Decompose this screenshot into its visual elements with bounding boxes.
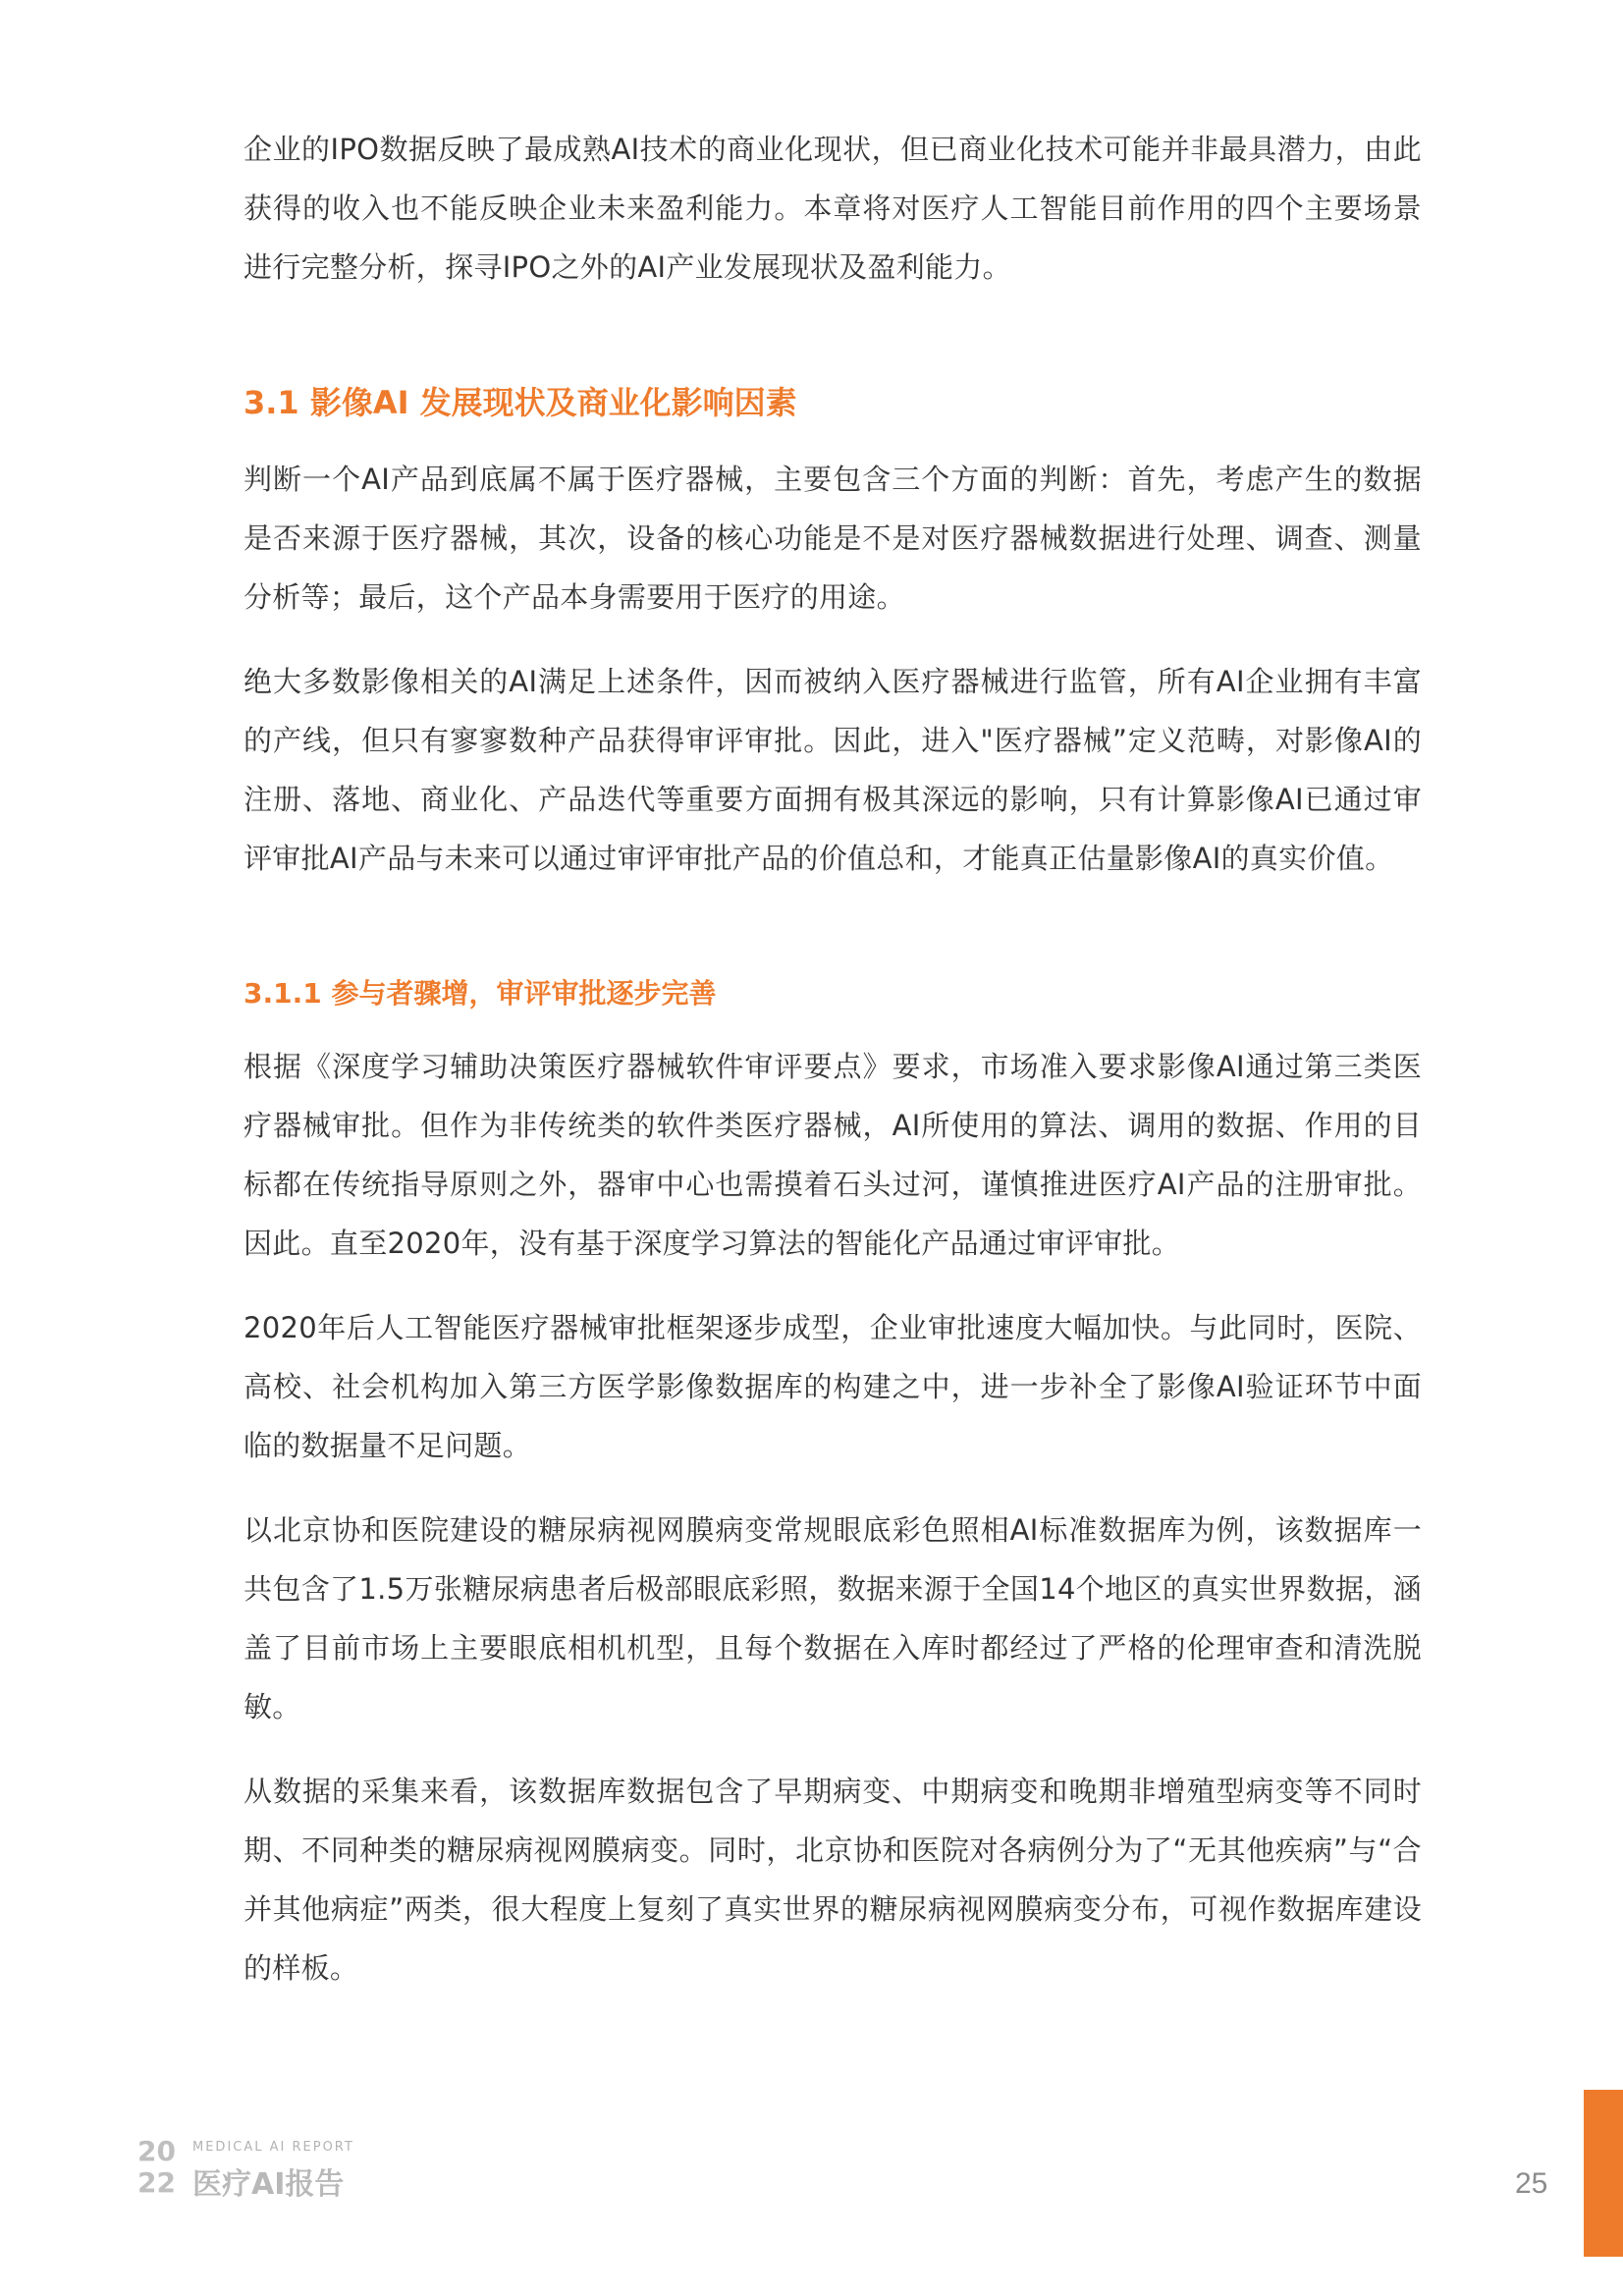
logo-year-bottom: 22 [137, 2166, 176, 2199]
logo-title: 医疗AI报告 [192, 2167, 345, 2202]
report-logo [137, 2136, 393, 2214]
section-3-1-paragraph-2: 绝大多数影像相关的AI满足上述条件，因而被纳入医疗器械进行监管，所有AI企业拥有丰富的产线，但只有寥寥数种产品获得审评审批。因此，进入"医疗器械”定义范畴，对影像AI的注册、落地、商业化、产品迭代等重要方面拥有极其深远的影响，只有计算影像AI已通过审评审批AI产品与未来可以通过审评审批产品的价值总和，才能真正估量影像AI的真实价值。 [243, 665, 1422, 875]
side-tab-marker [1584, 2090, 1623, 2257]
logo-year-top: 20 [137, 2135, 176, 2167]
section-3-1-heading: 3.1 影像AI 发展现状及商业化影响因素 [243, 384, 797, 421]
intro-paragraph: 企业的IPO数据反映了最成熟AI技术的商业化现状，但已商业化技术可能并非最具潜力，由此获得的收入也不能反映企业未来盈利能力。本章将对医疗人工智能目前作用的四个主要场景进行完整分析，探寻IPO之外的AI产业发展现状及盈利能力。 [243, 133, 1422, 284]
logo-subtitle: MEDICAL AI REPORT [192, 2140, 354, 2155]
logo-year [137, 2136, 196, 2205]
section-3-1-1-paragraph-1: 根据《深度学习辅助决策医疗器械软件审评要点》要求，市场准入要求影像AI通过第三类医疗器械审批。但作为非传统类的软件类医疗器械，AI所使用的算法、调用的数据、作用的目标都在传统指导原则之外，器审中心也需摸着石头过河，谨慎推进医疗AI产品的注册审批。因此。直至2020年，没有基于深度学习算法的智能化产品通过审评审批。 [243, 1050, 1422, 1260]
page-content [243, 120, 1422, 1997]
section-3-1-1-paragraph-3: 以北京协和医院建设的糖尿病视网膜病变常规眼底彩色照相AI标准数据库为例，该数据库一共包含了1.5万张糖尿病患者后极部眼底彩照，数据来源于全国14个地区的真实世界数据，涵盖了目前市场上主要眼底相机机型，且每个数据在入库时都经过了严格的伦理审查和清洗脱敏。 [243, 1513, 1422, 1723]
page-number: 25 [1515, 2167, 1548, 2200]
section-3-1-1-paragraph-2: 2020年后人工智能医疗器械审批框架逐步成型，企业审批速度大幅加快。与此同时，医院、高校、社会机构加入第三方医学影像数据库的构建之中，进一步补全了影像AI验证环节中面临的数据量不足问题。 [243, 1311, 1422, 1462]
section-3-1-1-heading: 3.1.1 参与者骤增，审评审批逐步完善 [243, 977, 717, 1010]
section-3-1-1-paragraph-4: 从数据的采集来看，该数据库数据包含了早期病变、中期病变和晚期非增殖型病变等不同时期、不同种类的糖尿病视网膜病变。同时，北京协和医院对各病例分为了“无其他疾病”与“合并其他病症”两类，很大程度上复刻了真实世界的糖尿病视网膜病变分布，可视作数据库建设的样板。 [243, 1775, 1422, 1985]
section-3-1-paragraph-1: 判断一个AI产品到底属不属于医疗器械，主要包含三个方面的判断：首先，考虑产生的数据是否来源于医疗器械，其次，设备的核心功能是不是对医疗器械数据进行处理、调查、测量分析等；最后，这个产品本身需要用于医疗的用途。 [243, 463, 1422, 614]
